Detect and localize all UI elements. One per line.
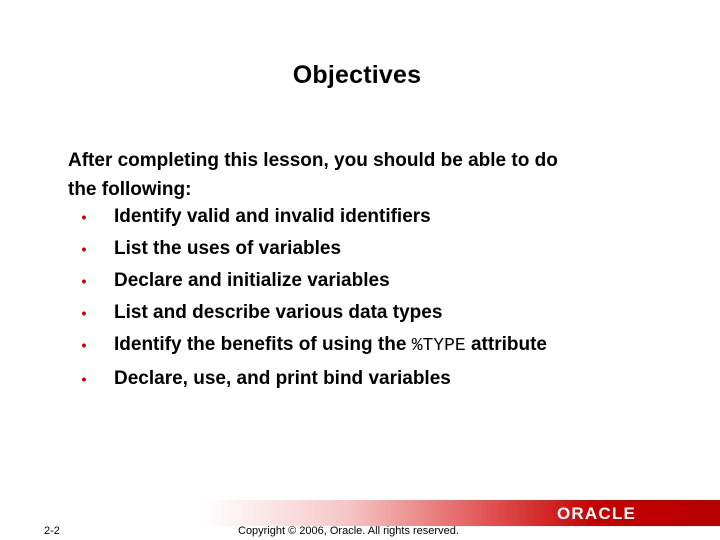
red-dot-icon: • (81, 371, 87, 387)
objective-item-declare-initialize (76, 265, 696, 297)
objective-item-bind-variables (76, 363, 696, 395)
objective-text-variable-uses: List the uses of variables (114, 238, 342, 259)
intro-line-1: After completing this lesson, you should be able to do (68, 150, 558, 171)
objective-text-data-types: List and describe various data types (114, 302, 443, 323)
red-dot-icon: • (81, 305, 87, 321)
objectives-list (76, 201, 696, 395)
page-number: 2-2 (44, 525, 60, 537)
objective-item-identifiers (76, 201, 696, 233)
type-attribute-code: %TYPE (411, 336, 466, 356)
red-dot-icon: • (81, 241, 87, 257)
oracle-logo: ORACLE (557, 504, 636, 523)
objective-text-identifiers: Identify valid and invalid identifiers (114, 206, 431, 227)
page-title: Objectives (292, 60, 422, 89)
objective-item-type-attribute (76, 329, 696, 361)
objective-text-type-prefix: Identify the benefits of using the (114, 334, 412, 355)
red-dot-icon: • (81, 337, 87, 353)
intro-line-2: the following: (68, 179, 192, 200)
objective-text-bind-variables: Declare, use, and print bind variables (114, 368, 451, 389)
objective-text-type-attribute (114, 329, 547, 362)
red-dot-icon: • (81, 273, 87, 289)
red-dot-icon: • (81, 209, 87, 225)
copyright-notice: Copyright © 2006, Oracle. All rights reserved. (238, 525, 459, 537)
objective-item-data-types (76, 297, 696, 329)
objective-item-variable-uses (76, 233, 696, 265)
objective-text-declare-initialize: Declare and initialize variables (114, 270, 390, 291)
objective-text-type-suffix: attribute (465, 334, 547, 355)
objectives-intro (68, 146, 688, 204)
